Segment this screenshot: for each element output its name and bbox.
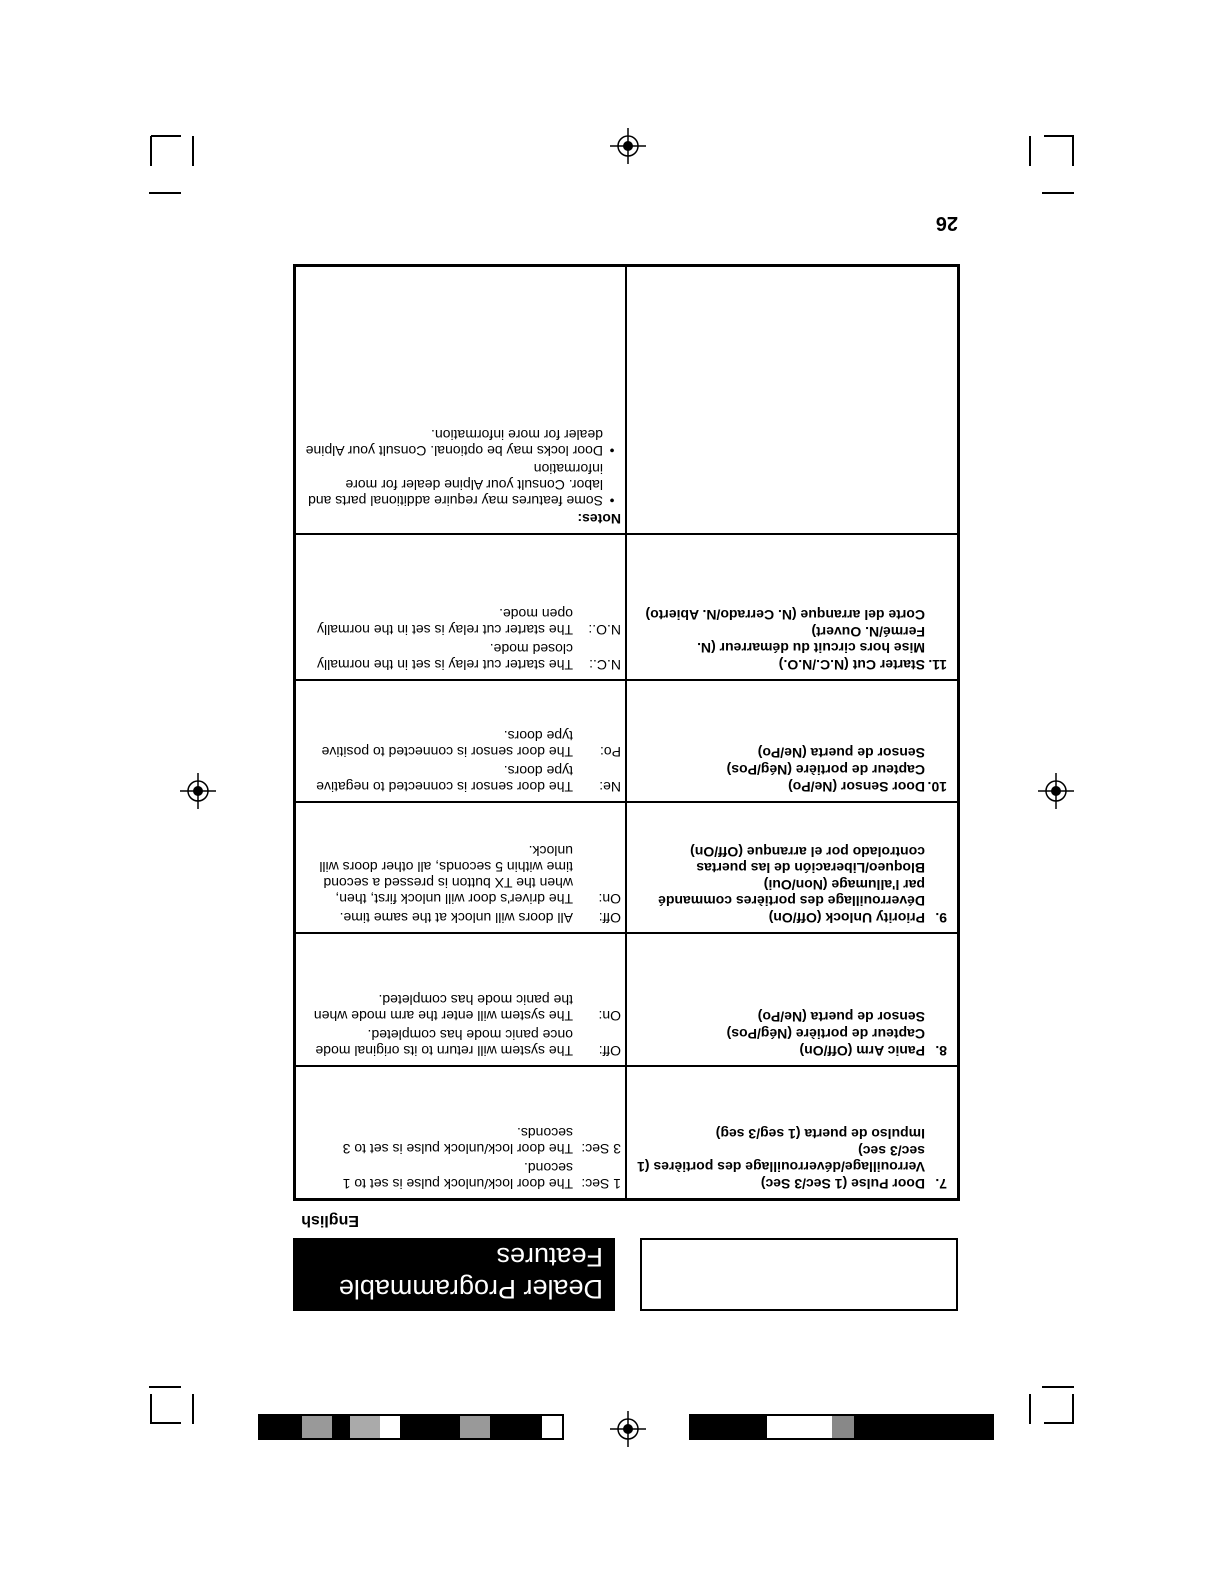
options-cell (296, 934, 623, 1065)
title-banner (293, 1238, 615, 1311)
notes-cell (296, 267, 623, 533)
page-title: Dealer Programmable Features (338, 1242, 603, 1304)
option-text: The system will return to its original mode once panic mode has completed. (315, 1027, 573, 1059)
option-key: 3 Sec: (581, 1141, 621, 1157)
feature-name: Door Pulse (1 Sec/3 Sec) (760, 1176, 925, 1192)
registration-mark-icon (1038, 773, 1074, 809)
feature-name: Starter Cut (N.C./N.O.) (778, 657, 925, 673)
options-cell (296, 803, 623, 932)
table-row (296, 801, 957, 932)
page-number: 26 (935, 212, 958, 234)
features-table (293, 264, 960, 1201)
table-row (296, 1065, 957, 1198)
option-key: 1 Sec: (581, 1176, 621, 1192)
feature-name-es: Impulso de puerta (1 seg/3 seg) (715, 1126, 925, 1142)
option-key: Ne: (599, 779, 621, 795)
registration-mark-icon (610, 1411, 646, 1447)
empty-cell (625, 267, 957, 533)
option-key: N.O.: (588, 622, 621, 638)
note-text: Door locks may be optional. Consult your Alpine dealer for more information. (305, 427, 603, 459)
option-text: All doors will unlock at the same time. (339, 910, 573, 926)
option-text: The driver's door will unlock first, then, when the TX button is pressed a second time within 5 seconds, all other doors will unlock. (319, 843, 573, 907)
feature-name-es: Sensor de puerta (Ne/Po) (757, 1009, 925, 1025)
table-row (296, 267, 957, 533)
option-text: The starter cut relay is set in the normally open mode. (317, 606, 573, 638)
blank-box (640, 1238, 958, 1311)
option-key: On: (598, 1008, 621, 1024)
feature-name-es: Corte del arranque (N. Cerrado/N. Abierto) (645, 607, 925, 623)
option-text: The door sensor is connected to positive type doors. (321, 728, 573, 760)
language-label: English (301, 1212, 359, 1229)
color-bar-icon (258, 1414, 564, 1440)
bullet-icon: • (609, 443, 615, 459)
option-key: Off: (598, 910, 621, 926)
options-cell (296, 535, 623, 679)
feature-number: 8. (935, 1043, 947, 1059)
feature-name-fr: Verrouillage/déverrouillage des portières (1 sec/3 sec) (637, 1143, 925, 1175)
registration-mark-icon (610, 128, 646, 164)
feature-cell (625, 934, 957, 1065)
feature-number: 10. (927, 779, 947, 795)
feature-name-fr: Mise hors circuit du démarreur (N. Fermé/N. Ouvert) (697, 624, 925, 656)
bullet-icon: • (609, 493, 615, 509)
feature-cell (625, 803, 957, 932)
feature-name: Door Sensor (Ne/Po) (788, 779, 925, 795)
option-key: N.C.: (589, 657, 621, 673)
feature-name-fr: Capteur de portière (Nég/Pos) (726, 762, 925, 778)
color-bar-icon (689, 1414, 994, 1440)
table-row (296, 533, 957, 679)
feature-number: 11. (928, 657, 947, 673)
feature-name: Panic Arm (Off/On) (799, 1043, 925, 1059)
note-text: Some features may require additional parts and labor. Consult your Alpine dealer for more information (308, 461, 603, 509)
registration-mark-icon (180, 773, 216, 809)
option-text: The starter cut relay is set in the normally closed mode. (317, 641, 573, 673)
feature-number: 7. (935, 1176, 947, 1192)
feature-cell (625, 1067, 957, 1198)
feature-cell (625, 681, 957, 801)
feature-name-fr: Déverrouillage des portières commandé par l'allumage (Non/Oui) (658, 877, 925, 909)
feature-name-es: Bloqueo/Liberación de las puertas controlado por el arranque (Off/On) (690, 844, 925, 876)
feature-number: 9. (935, 910, 947, 926)
feature-cell (625, 535, 957, 679)
feature-name-es: Sensor de puerta (Ne/Po) (757, 745, 925, 761)
option-text: The door lock/unlock pulse is set to 1 second. (342, 1160, 573, 1192)
option-key: Off: (598, 1043, 621, 1059)
option-key: Po: (599, 744, 621, 760)
option-text: The door lock/unlock pulse is set to 3 seconds. (342, 1125, 573, 1157)
option-text: The door sensor is connected to negative type doors. (316, 763, 573, 795)
table-row (296, 679, 957, 801)
feature-name-fr: Capteur de portière (Nég/Pos) (726, 1026, 925, 1042)
options-cell (296, 681, 623, 801)
table-row (296, 932, 957, 1065)
feature-name: Priority Unlock (Off/On) (768, 910, 925, 926)
notes-title: Notes: (577, 511, 621, 527)
option-text: The system will enter the arm mode when the panic mode has completed. (313, 992, 573, 1024)
options-cell (296, 1067, 623, 1198)
option-key: On: (598, 891, 621, 907)
